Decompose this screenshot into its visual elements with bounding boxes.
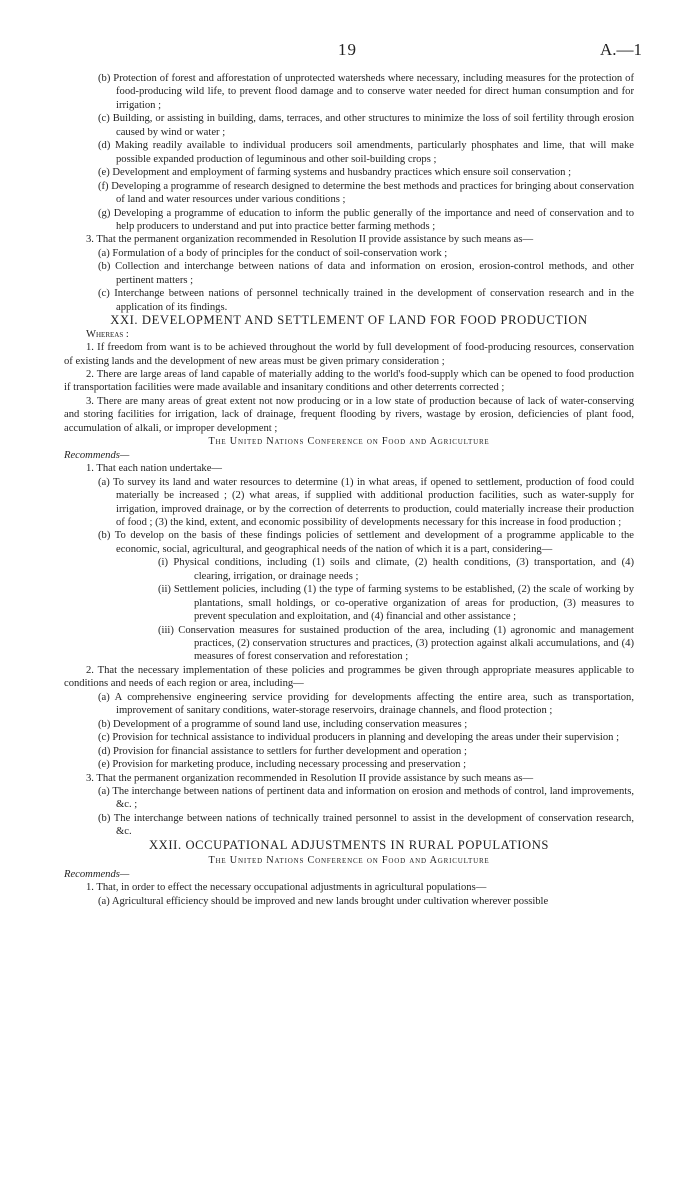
list-clause: (e) Development and employment of farming systems and husbandry practices which ensure soil conservation ;	[98, 167, 572, 179]
paragraph: 3. That the permanent organization recommended in Resolution II provide assistance by such means as—	[86, 234, 534, 246]
paragraph: Whereas :	[86, 328, 129, 340]
document-reference: A.—1	[599, 40, 642, 59]
list-clause: (a) Agricultural efficiency should be improved and new lands brought under cultivation wherever possible	[98, 895, 549, 907]
list-clause: (f) Developing a programme of research designed to determine the best methods and practices for bringing about conservation of land and water resources under various conditions ;	[98, 180, 634, 206]
paragraph: 3. There are many areas of great extent not now producing or in a low state of production because of lack of water-conserving and storing facilities for irrigation, lack of drainage, frequent flooding by rivers, wastage by erosion, deficiencies of plant food, accumulation of alkali, or improper development ;	[64, 395, 634, 434]
paragraph: 2. That the necessary implementation of these policies and programmes be given through appropriate measures applicable to conditions and needs of each region or area, including—	[64, 664, 634, 690]
list-clause: (b) The interchange between nations of technically trained personnel to assist in the development of conservation research, &c.	[98, 812, 634, 838]
list-clause: (a) Formulation of a body of principles for the conduct of soil-conservation work ;	[98, 247, 448, 259]
list-clause: (ii) Settlement policies, including (1) the type of farming systems to be established, (2) the scale of working by plantations, small holdings, or co-operative organization of areas for production, (3) measures to prevent speculation and exploitation, and (4) financial and other assistance ;	[158, 584, 634, 623]
section-heading: XXII. OCCUPATIONAL ADJUSTMENTS IN RURAL POPULATIONS	[148, 837, 550, 852]
recommends-label: Recommends—	[64, 449, 130, 461]
list-clause: (a) To survey its land and water resources to determine (1) in what areas, if opened to settlement, production of food could materially be increased ; (2) what areas, if supplied with additional production facilities, such as water-supply for irrigation, improved drainage, or by the correction of deterrents to production, could materially increase their production of food ; (3) the kind, extent, and economic possibility of developments necessary for this increase in food production ;	[98, 476, 634, 528]
list-clause: (b) To develop on the basis of these findings policies of settlement and development of a programme applicable to the economic, social, agricultural, and geographical needs of the nation of which it is a part, considering—	[98, 530, 634, 555]
paragraph: 1. That, in order to effect the necessary occupational adjustments in agricultural populations—	[86, 882, 487, 894]
conference-subheading: The United Nations Conference on Food and Agriculture	[208, 436, 490, 448]
list-clause: (c) Interchange between nations of personnel technically trained in the development of conservation research and in the application of its findings.	[98, 288, 634, 313]
list-clause: (a) A comprehensive engineering service providing for developments affecting the entire area, such as transportation, improvement of sanitary conditions, water-storage reservoirs, drainage channels, and flood protection ;	[98, 691, 634, 717]
conference-subheading: The United Nations Conference on Food and Agriculture	[208, 855, 490, 867]
list-clause: (d) Provision for financial assistance to settlers for further development and operation ;	[98, 745, 467, 757]
page-number: 19	[338, 40, 357, 59]
list-clause: (g) Developing a programme of education to inform the public generally of the importance and need of conservation and to help producers to understand and put into practice better farming methods ;	[98, 207, 634, 232]
list-clause: (c) Provision for technical assistance to individual producers in planning and developing the areas under their supervision ;	[98, 732, 620, 744]
list-clause: (d) Making readily available to individual producers soil amendments, particularly phosphates and lime, that will make possible expanded production of leguminous and other soil-building crops ;	[98, 140, 634, 165]
list-clause: (e) Provision for marketing produce, including necessary processing and preservation ;	[98, 759, 467, 771]
list-clause: (b) Development of a programme of sound land use, including conservation measures ;	[98, 718, 468, 730]
list-clause: (i) Physical conditions, including (1) soils and climate, (2) health conditions, (3) transportation, and (4) clearing, irrigation, or drainage needs ;	[158, 557, 634, 582]
list-clause: (iii) Conservation measures for sustained production of the area, including (1) agronomic and management practices, (2) conservation structures and practices, (3) protection against alkali accumulations, and (4) measures of forest conservation and reforestation ;	[158, 624, 634, 663]
document-body	[64, 72, 634, 908]
list-clause: (b) Collection and interchange between nations of data and information on erosion, erosion-control methods, and other pertinent matters ;	[98, 261, 634, 286]
section-heading: XXI. DEVELOPMENT AND SETTLEMENT OF LAND FOR FOOD PRODUCTION	[110, 313, 588, 328]
paragraph: 1. That each nation undertake—	[86, 463, 223, 475]
page-header	[0, 40, 700, 62]
paragraph: 1. If freedom from want is to be achieved throughout the world by full development of food-producing resources, conservation of existing lands and the development of new areas must be given primary consideration ;	[64, 342, 634, 367]
list-clause: (c) Building, or assisting in building, dams, terraces, and other structures to minimize the loss of soil fertility through erosion caused by wind or water ;	[98, 113, 634, 138]
paragraph: 2. There are large areas of land capable of materially adding to the world's food-supply which can be opened to food production if transportation facilities were made available and insanitary conditions and other deterrents corrected ;	[64, 368, 634, 394]
list-clause: (b) Protection of forest and afforestation of unprotected watersheds where necessary, including measures for the protection of food-producing wild life, to prevent flood damage and to conserve water needed for direct human consumption and for irrigation ;	[98, 73, 634, 111]
recommends-label: Recommends—	[64, 868, 130, 880]
list-clause: (a) The interchange between nations of pertinent data and information on erosion and methods of control, land improvements, &c. ;	[98, 786, 634, 811]
paragraph: 3. That the permanent organization recommended in Resolution II provide assistance by such means as—	[86, 772, 534, 784]
